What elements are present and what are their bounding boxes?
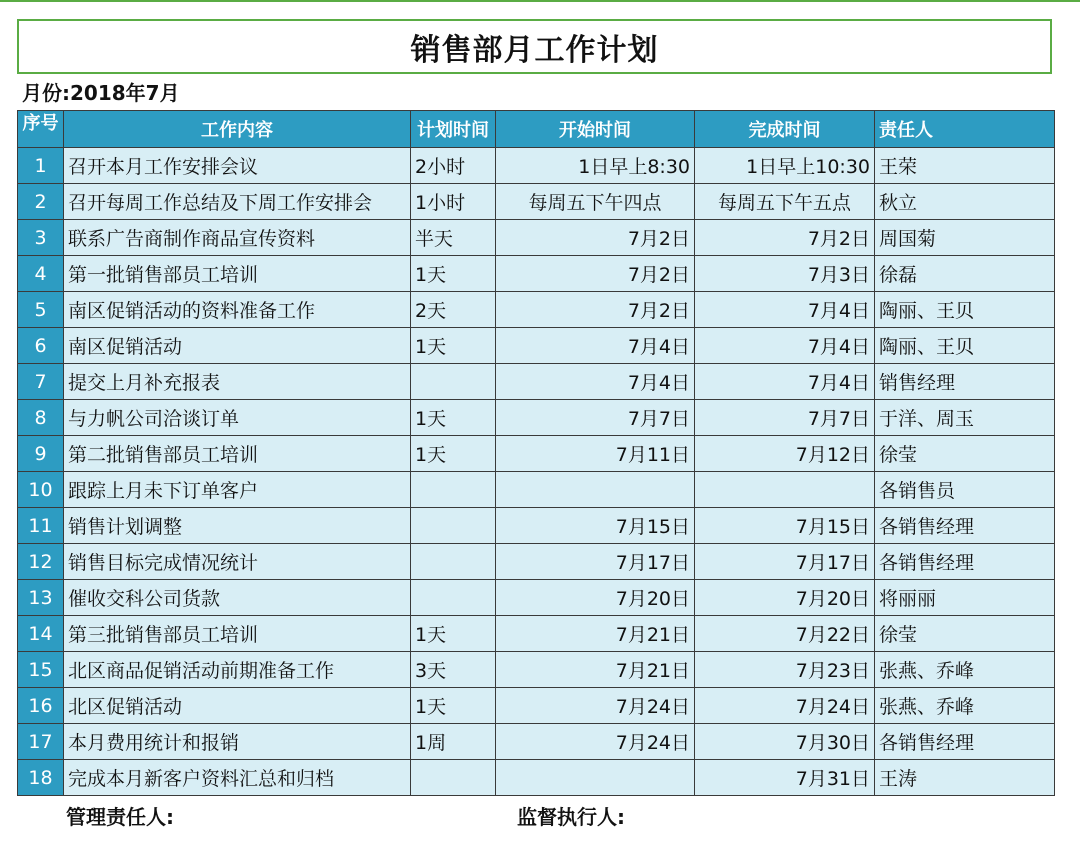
table-row bbox=[18, 688, 1055, 724]
start-time-cell[interactable]: 7月21日 bbox=[496, 652, 695, 688]
row-number[interactable]: 3 bbox=[18, 220, 64, 256]
task-cell[interactable]: 跟踪上月未下订单客户 bbox=[64, 472, 411, 508]
end-time-cell[interactable]: 7月23日 bbox=[695, 652, 875, 688]
plan-time-cell[interactable]: 1天 bbox=[411, 688, 496, 724]
start-time-cell[interactable]: 7月4日 bbox=[496, 328, 695, 364]
end-time-cell[interactable]: 7月22日 bbox=[695, 616, 875, 652]
title-cell[interactable] bbox=[17, 19, 1052, 74]
end-time-cell[interactable]: 7月4日 bbox=[695, 292, 875, 328]
end-time-cell[interactable]: 7月31日 bbox=[695, 760, 875, 796]
table-row bbox=[18, 724, 1055, 760]
row-number[interactable]: 4 bbox=[18, 256, 64, 292]
task-cell[interactable]: 召开每周工作总结及下周工作安排会 bbox=[64, 184, 411, 220]
task-cell[interactable]: 北区商品促销活动前期准备工作 bbox=[64, 652, 411, 688]
end-time-cell[interactable]: 7月24日 bbox=[695, 688, 875, 724]
task-cell[interactable]: 第二批销售部员工培训 bbox=[64, 436, 411, 472]
start-time-cell[interactable]: 7月21日 bbox=[496, 616, 695, 652]
table-row bbox=[18, 616, 1055, 652]
owner-cell[interactable]: 各销售经理 bbox=[875, 544, 1055, 580]
owner-cell[interactable]: 王荣 bbox=[875, 148, 1055, 184]
header-plan[interactable]: 计划时间 bbox=[411, 111, 496, 148]
row-number[interactable]: 12 bbox=[18, 544, 64, 580]
owner-cell[interactable]: 陶丽、王贝 bbox=[875, 292, 1055, 328]
start-time-cell[interactable]: 7月20日 bbox=[496, 580, 695, 616]
start-time-cell[interactable]: 7月4日 bbox=[496, 364, 695, 400]
plan-time-cell[interactable] bbox=[411, 364, 496, 400]
plan-time-cell[interactable]: 1天 bbox=[411, 328, 496, 364]
task-cell[interactable]: 第一批销售部员工培训 bbox=[64, 256, 411, 292]
task-cell[interactable]: 提交上月补充报表 bbox=[64, 364, 411, 400]
plan-time-cell[interactable]: 1天 bbox=[411, 436, 496, 472]
end-time-cell[interactable]: 每周五下午五点 bbox=[695, 184, 875, 220]
table-row bbox=[18, 760, 1055, 796]
plan-time-cell[interactable]: 1小时 bbox=[411, 184, 496, 220]
table-row bbox=[18, 544, 1055, 580]
month-label: 月份:2018年7月 bbox=[22, 81, 180, 105]
work-plan-table bbox=[17, 110, 1055, 796]
end-time-cell[interactable]: 7月20日 bbox=[695, 580, 875, 616]
owner-cell[interactable]: 秋立 bbox=[875, 184, 1055, 220]
start-time-cell[interactable]: 每周五下午四点 bbox=[496, 184, 695, 220]
table-row bbox=[18, 184, 1055, 220]
task-cell[interactable]: 销售目标完成情况统计 bbox=[64, 544, 411, 580]
row-number[interactable]: 11 bbox=[18, 508, 64, 544]
start-time-cell[interactable] bbox=[496, 472, 695, 508]
task-cell[interactable]: 北区促销活动 bbox=[64, 688, 411, 724]
supervisor-signature-label: 监督执行人: bbox=[517, 805, 625, 829]
start-time-cell[interactable]: 7月24日 bbox=[496, 688, 695, 724]
owner-cell[interactable]: 于洋、周玉 bbox=[875, 400, 1055, 436]
owner-cell[interactable]: 徐磊 bbox=[875, 256, 1055, 292]
plan-time-cell[interactable]: 1天 bbox=[411, 400, 496, 436]
owner-cell[interactable]: 各销售经理 bbox=[875, 508, 1055, 544]
end-time-cell[interactable]: 7月17日 bbox=[695, 544, 875, 580]
table-row bbox=[18, 652, 1055, 688]
table-row bbox=[18, 400, 1055, 436]
header-task[interactable]: 工作内容 bbox=[64, 111, 411, 148]
owner-cell[interactable]: 陶丽、王贝 bbox=[875, 328, 1055, 364]
end-time-cell[interactable]: 7月3日 bbox=[695, 256, 875, 292]
start-time-cell[interactable]: 7月2日 bbox=[496, 292, 695, 328]
row-number[interactable]: 18 bbox=[18, 760, 64, 796]
task-cell[interactable]: 催收交科公司货款 bbox=[64, 580, 411, 616]
table-row bbox=[18, 256, 1055, 292]
table-row bbox=[18, 292, 1055, 328]
plan-time-cell[interactable]: 1周 bbox=[411, 724, 496, 760]
start-time-cell[interactable]: 7月7日 bbox=[496, 400, 695, 436]
end-time-cell[interactable]: 7月2日 bbox=[695, 220, 875, 256]
table-row bbox=[18, 436, 1055, 472]
owner-cell[interactable]: 张燕、乔峰 bbox=[875, 652, 1055, 688]
plan-time-cell[interactable]: 3天 bbox=[411, 652, 496, 688]
header-owner[interactable]: 责任人 bbox=[875, 111, 1055, 148]
table-row bbox=[18, 328, 1055, 364]
row-number[interactable]: 16 bbox=[18, 688, 64, 724]
plan-time-cell[interactable] bbox=[411, 544, 496, 580]
header-end[interactable]: 完成时间 bbox=[695, 111, 875, 148]
start-time-cell[interactable]: 7月17日 bbox=[496, 544, 695, 580]
start-time-cell[interactable] bbox=[496, 760, 695, 796]
row-number[interactable]: 9 bbox=[18, 436, 64, 472]
plan-time-cell[interactable] bbox=[411, 472, 496, 508]
row-number[interactable]: 1 bbox=[18, 148, 64, 184]
table-row bbox=[18, 148, 1055, 184]
plan-time-cell[interactable]: 2小时 bbox=[411, 148, 496, 184]
row-number[interactable]: 2 bbox=[18, 184, 64, 220]
row-number[interactable]: 7 bbox=[18, 364, 64, 400]
plan-time-cell[interactable] bbox=[411, 508, 496, 544]
plan-time-cell[interactable]: 半天 bbox=[411, 220, 496, 256]
owner-cell[interactable]: 各销售经理 bbox=[875, 724, 1055, 760]
plan-time-cell[interactable]: 2天 bbox=[411, 292, 496, 328]
end-time-cell[interactable]: 7月4日 bbox=[695, 328, 875, 364]
start-time-cell[interactable]: 7月2日 bbox=[496, 256, 695, 292]
task-cell[interactable]: 联系广告商制作商品宣传资料 bbox=[64, 220, 411, 256]
start-time-cell[interactable]: 7月11日 bbox=[496, 436, 695, 472]
task-cell[interactable]: 召开本月工作安排会议 bbox=[64, 148, 411, 184]
owner-cell[interactable]: 各销售员 bbox=[875, 472, 1055, 508]
header-start[interactable]: 开始时间 bbox=[496, 111, 695, 148]
end-time-cell[interactable] bbox=[695, 472, 875, 508]
plan-time-cell[interactable]: 1天 bbox=[411, 256, 496, 292]
row-number[interactable]: 17 bbox=[18, 724, 64, 760]
task-cell[interactable]: 本月费用统计和报销 bbox=[64, 724, 411, 760]
row-number[interactable]: 13 bbox=[18, 580, 64, 616]
start-time-cell[interactable]: 7月15日 bbox=[496, 508, 695, 544]
task-cell[interactable]: 南区促销活动的资料准备工作 bbox=[64, 292, 411, 328]
row-number[interactable]: 14 bbox=[18, 616, 64, 652]
owner-cell[interactable]: 销售经理 bbox=[875, 364, 1055, 400]
start-time-cell[interactable]: 7月2日 bbox=[496, 220, 695, 256]
header-row bbox=[18, 111, 1055, 148]
end-time-cell[interactable]: 7月30日 bbox=[695, 724, 875, 760]
end-time-cell[interactable]: 1日早上10:30 bbox=[695, 148, 875, 184]
row-number[interactable]: 8 bbox=[18, 400, 64, 436]
task-cell[interactable]: 南区促销活动 bbox=[64, 328, 411, 364]
row-number[interactable]: 10 bbox=[18, 472, 64, 508]
end-time-cell[interactable]: 7月7日 bbox=[695, 400, 875, 436]
task-cell[interactable]: 销售计划调整 bbox=[64, 508, 411, 544]
row-number[interactable]: 15 bbox=[18, 652, 64, 688]
owner-cell[interactable]: 将丽丽 bbox=[875, 580, 1055, 616]
owner-cell[interactable]: 徐莹 bbox=[875, 436, 1055, 472]
row-number[interactable]: 5 bbox=[18, 292, 64, 328]
page-title: 销售部月工作计划 bbox=[410, 32, 659, 68]
table-row bbox=[18, 220, 1055, 256]
end-time-cell[interactable]: 7月4日 bbox=[695, 364, 875, 400]
table-row bbox=[18, 364, 1055, 400]
task-cell[interactable]: 与力帆公司洽谈订单 bbox=[64, 400, 411, 436]
plan-time-cell[interactable]: 1天 bbox=[411, 616, 496, 652]
end-time-cell[interactable]: 7月15日 bbox=[695, 508, 875, 544]
start-time-cell[interactable]: 1日早上8:30 bbox=[496, 148, 695, 184]
start-time-cell[interactable]: 7月24日 bbox=[496, 724, 695, 760]
manager-signature-label: 管理责任人: bbox=[66, 805, 174, 829]
owner-cell[interactable]: 张燕、乔峰 bbox=[875, 688, 1055, 724]
plan-time-cell[interactable] bbox=[411, 760, 496, 796]
plan-time-cell[interactable] bbox=[411, 580, 496, 616]
table-row bbox=[18, 508, 1055, 544]
owner-cell[interactable]: 周国菊 bbox=[875, 220, 1055, 256]
task-cell[interactable]: 第三批销售部员工培训 bbox=[64, 616, 411, 652]
table-row bbox=[18, 472, 1055, 508]
end-time-cell[interactable]: 7月12日 bbox=[695, 436, 875, 472]
row-number[interactable]: 6 bbox=[18, 328, 64, 364]
header-seq[interactable]: 序号 bbox=[18, 111, 64, 148]
top-border-line bbox=[0, 0, 1080, 2]
owner-cell[interactable]: 徐莹 bbox=[875, 616, 1055, 652]
owner-cell[interactable]: 王涛 bbox=[875, 760, 1055, 796]
task-cell[interactable]: 完成本月新客户资料汇总和归档 bbox=[64, 760, 411, 796]
table-row bbox=[18, 580, 1055, 616]
